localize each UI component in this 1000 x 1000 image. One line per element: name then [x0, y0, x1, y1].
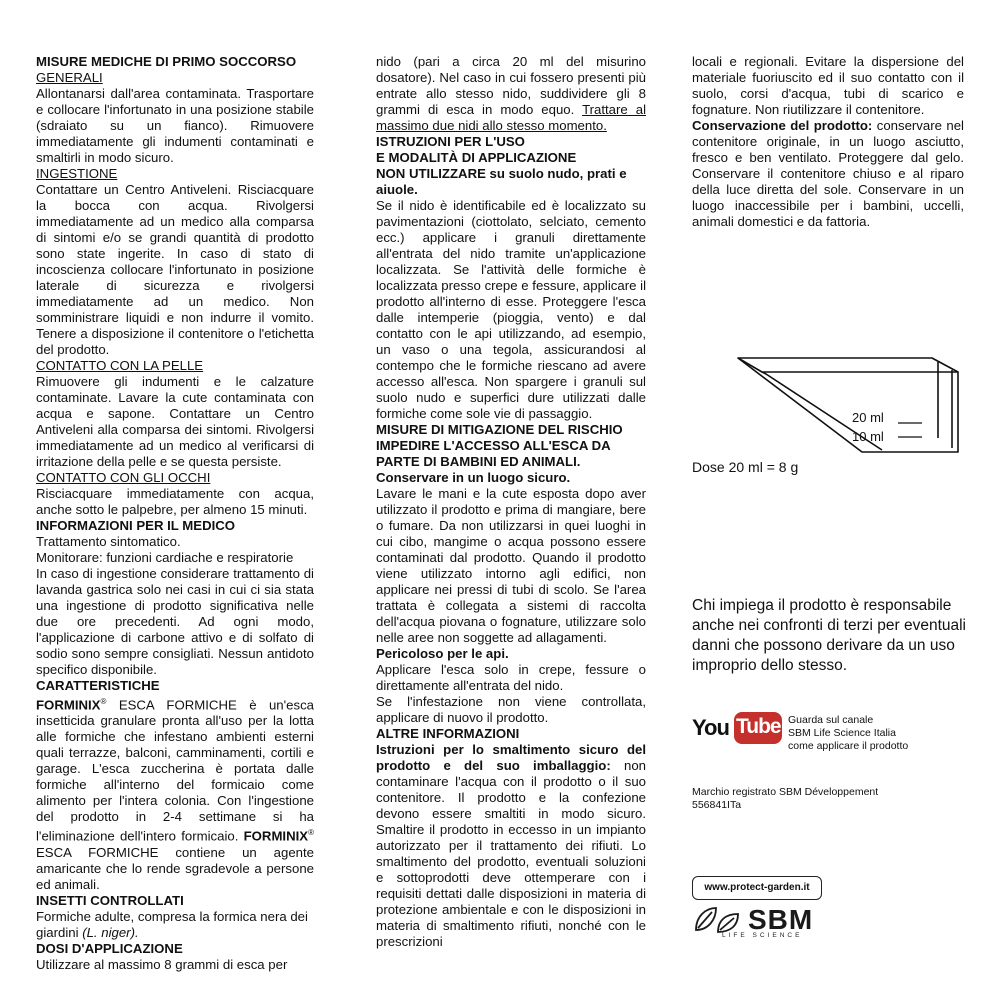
other-info-heading: ALTRE INFORMAZIONI: [376, 726, 520, 741]
usage-text: Se il nido è identificabile ed è localizzato su pavimentazioni (ciottolato, selciato, cemento ecc.) applicare i granuli direttamente all'entrata del nido tramite un'applicazione localizzata. Se l'attività delle formiche è localizzata presso crepe e fessure, applicare il prodotto all'interno di esse. Proteggere l'esca dalle intemperie (pioggia, vento) e dal contatto con le api utilizzando, ad esempio, un vaso o una tegola, assicurandosi al contempo che le formiche riescano ad avere accesso all'esca. Non spargere i granuli sul suolo nudo e superfici dure utilizzati dalle formiche come sole vie di passaggio.: [376, 198, 646, 421]
store-safe-heading: Conservare in un luogo sicuro.: [376, 470, 571, 485]
characteristics-heading: CARATTERISTICHE: [36, 678, 160, 693]
youtube-logo-you: You: [692, 715, 729, 740]
general-heading: GENERALI: [36, 70, 103, 85]
bees-warning-text: Applicare l'esca solo in crepe, fessure o direttamente all'entrata del nido.: [376, 662, 646, 693]
dosage-continued: nido (pari a circa 20 ml del misurino dosatore). Nel caso in cui fossero presenti più entrate allo stesso nido, suddividere gli 8 grammi di esca in modo equo.: [376, 54, 646, 117]
bees-warning-heading: Pericoloso per le api.: [376, 646, 509, 661]
youtube-caption: [788, 714, 988, 753]
youtube-line3: come applicare il prodotto: [788, 740, 909, 752]
dosage-continued-text: [376, 54, 646, 134]
sbm-subtitle: LIFE SCIENCE: [722, 932, 803, 939]
website-link[interactable]: www.protect-garden.it: [692, 876, 822, 900]
youtube-logo-tube: Tube: [736, 715, 781, 738]
dose-label: Dose 20 ml = 8 g: [692, 459, 799, 475]
cup-mark-10ml: 10 ml: [852, 429, 884, 444]
storage-text: [692, 118, 964, 230]
brand-name: FORMINIX: [243, 828, 309, 844]
reapply-text: Se l'infestazione non viene controllata, applicare di nuovo il prodotto.: [376, 694, 646, 725]
controlled-insects-desc: Formiche adulte, compresa la formica nera dei giardini: [36, 908, 308, 940]
doctor-info-heading: INFORMAZIONI PER IL MEDICO: [36, 518, 236, 533]
usage-heading-1: ISTRUZIONI PER L'USO: [376, 134, 525, 149]
sbm-wordmark: SBM: [748, 904, 814, 935]
general-text: Allontanarsi dall'area contaminata. Trasportare e collocare l'infortunato in una posizione stabile (sdraiato su un fianco). Rimuovere immediatamente gli indumenti contaminati e smaltirli in modo sicuro.: [36, 86, 314, 165]
trademark-code: 556841ITa: [692, 799, 742, 811]
store-safe-text: Lavare le mani e la cute esposta dopo aver utilizzato il prodotto e prima di mangiare, bere o fumare. Da non utilizzarsi in quei luoghi in cui cibo, mangime o acqua possono essere contaminati dal prodotto. Quando il prodotto viene utilizzato intorno agli edifici, non applicare nei pressi di tubi di scolo. Se l'area trattata è collegata a sistemi di raccolta dell'acqua piovana o fognature, utilizzare solo nelle aree non soggette ad allagamenti.: [376, 486, 646, 645]
brand-name: FORMINIX: [36, 697, 101, 713]
disposal-heading: Istruzioni per lo smaltimento sicuro del prodotto e del suo imballaggio:: [376, 742, 646, 773]
registered-mark: ®: [308, 828, 314, 838]
ingestion-heading: INGESTIONE: [36, 166, 118, 181]
skin-contact-heading: CONTATTO CON LA PELLE: [36, 358, 204, 373]
risk-mitigation-heading: MISURE DI MITIGAZIONE DEL RISCHIO: [376, 422, 623, 437]
sbm-logo: [692, 902, 832, 942]
usage-heading-2: E MODALITÀ DI APPLICAZIONE: [376, 150, 577, 165]
ingestion-text: Contattare un Centro Antiveleni. Risciacquare la bocca con acqua. Rivolgersi immediatamente ad un medico alla comparsa di sintomi e/o se grandi quantità di prodotto sono state ingerite. In caso di stato di incoscienza collocare l'infortunato in posizione laterale di sicurezza e rivolgersi immediatamente ad un medico. Non somministrare liquidi e non indurre il vomito. Tenere a disposizione il contenitore o l'etichetta del prodotto.: [36, 182, 314, 357]
dosage-text: Utilizzare al massimo 8 grammi di esca per: [36, 956, 288, 972]
registered-mark: ®: [100, 697, 107, 706]
instructions-column: [376, 54, 646, 950]
do-not-use-note: NON UTILIZZARE su suolo nudo, prati e aiuole.: [376, 166, 627, 197]
controlled-insects-text: [36, 909, 314, 941]
youtube-line1: Guarda sul canale: [788, 714, 874, 726]
disposal-body: non contaminare l'acqua con il prodotto o il suo contenitore. Il prodotto e la confezione devono essere smaltiti in modo sicuro. Smaltire il prodotto in eccesso in un impianto autorizzato per il trattamento dei rifiuti. Lo smaltimento del prodotto, eventuali soluzioni e sottoprodotti deve ottemperare con i requisiti dettati dalle disposizioni in materia di protezione ambientale e con le disposizioni in materia di smaltimento rifiuti, nonché con le prescrizioni: [376, 758, 646, 949]
eye-contact-text: Risciacquare immediatamente con acqua, anche sotto le palpebre, per almeno 15 minuti.: [36, 486, 314, 517]
doctor-info-text: In caso di ingestione considerare trattamento di lavanda gastrica solo nei casi in cui ci sia stata una ingestione di prodotto significativa nelle due ore precedenti. Ad ogni modo, l'applicazione di carbone attivo e di solfato di sodio sono sempre consigliati. Nessun antidoto specifico disponibile.: [36, 566, 314, 677]
cup-mark-20ml: 20 ml: [852, 410, 884, 425]
storage-heading: Conservazione del prodotto:: [692, 118, 873, 133]
characteristics-text-part1: ESCA FORMICHE è un'esca insetticida granulare pronta all'uso per la lotta alle formiche che infestano ambienti esterni quali terrazze, balconi, camminamenti, cortili e garage. L'esca zuccherina è portata dalle formiche all'interno del formicaio come alimento per l'intera colonia. Con l'ingestione del prodotto in 2-4 settimane si ha l'eliminazione dell'intero formicaio.: [36, 697, 314, 844]
doctor-info-line2: Monitorare: funzioni cardiache e respiratorie: [36, 550, 294, 565]
controlled-insects-heading: INSETTI CONTROLLATI: [36, 892, 184, 908]
trademark-line1: Marchio registrato SBM Développement: [692, 786, 879, 798]
youtube-logo-icon: [692, 712, 784, 746]
characteristics-text-part2: ESCA FORMICHE contiene un agente amaricante che lo rende sgradevole a persone ed animali.: [36, 844, 314, 892]
first-aid-title: MISURE MEDICHE DI PRIMO SOCCORSO: [36, 54, 297, 69]
youtube-line2: SBM Life Science Italia: [788, 727, 896, 739]
doctor-info-line1: Trattamento sintomatico.: [36, 534, 181, 549]
disposal-continued-text: locali e regionali. Evitare la dispersione del materiale fuoriuscito ed il suo contatto con il suolo, corsi d'acqua, tubi di scarico e fognature. Non riutilizzare il contenitore.: [692, 54, 964, 117]
characteristics-text: [36, 694, 314, 893]
trademark-note: [692, 786, 952, 812]
eye-contact-heading: CONTATTO CON GLI OCCHI: [36, 470, 211, 485]
first-aid-column: [36, 54, 314, 973]
skin-contact-text: Rimuovere gli indumenti e le calzature contaminate. Lavare la cute contaminata con acqua e sapone. Contattare un Centro Antiveleni alla comparsa dei sintomi. Rivolgersi immediatamente ad un medico al verificarsi di irritazione della pelle e se questa persiste.: [36, 374, 314, 469]
measuring-cup-illustration: [690, 350, 990, 490]
prevent-access-heading: IMPEDIRE L'ACCESSO ALL'ESCA DA PARTE DI BAMBINI ED ANIMALI.: [376, 438, 611, 469]
storage-column: [692, 54, 964, 230]
dosage-heading: DOSI D'APPLICAZIONE: [36, 940, 183, 956]
latin-name: (L. niger).: [82, 924, 139, 940]
dosage-limit-note: Trattare al massimo due nidi allo stesso momento.: [376, 102, 646, 133]
disposal-text: [376, 742, 646, 950]
measuring-cup-icon: [690, 350, 990, 490]
responsibility-statement: Chi impiega il prodotto è responsabile anche nei confronti di terzi per eventuali danni che possono derivare da un uso improprio dello stesso.: [692, 597, 966, 674]
storage-body: conservare nel contenitore originale, in un luogo asciutto, fresco e ben ventilato. Proteggere dal gelo. Conservare il contenitore chiuso e al riparo della luce diretta del sole. Conservare in un luogo inaccessibile per i bambini, uccelli, animali domestici e da fattoria.: [692, 118, 964, 229]
